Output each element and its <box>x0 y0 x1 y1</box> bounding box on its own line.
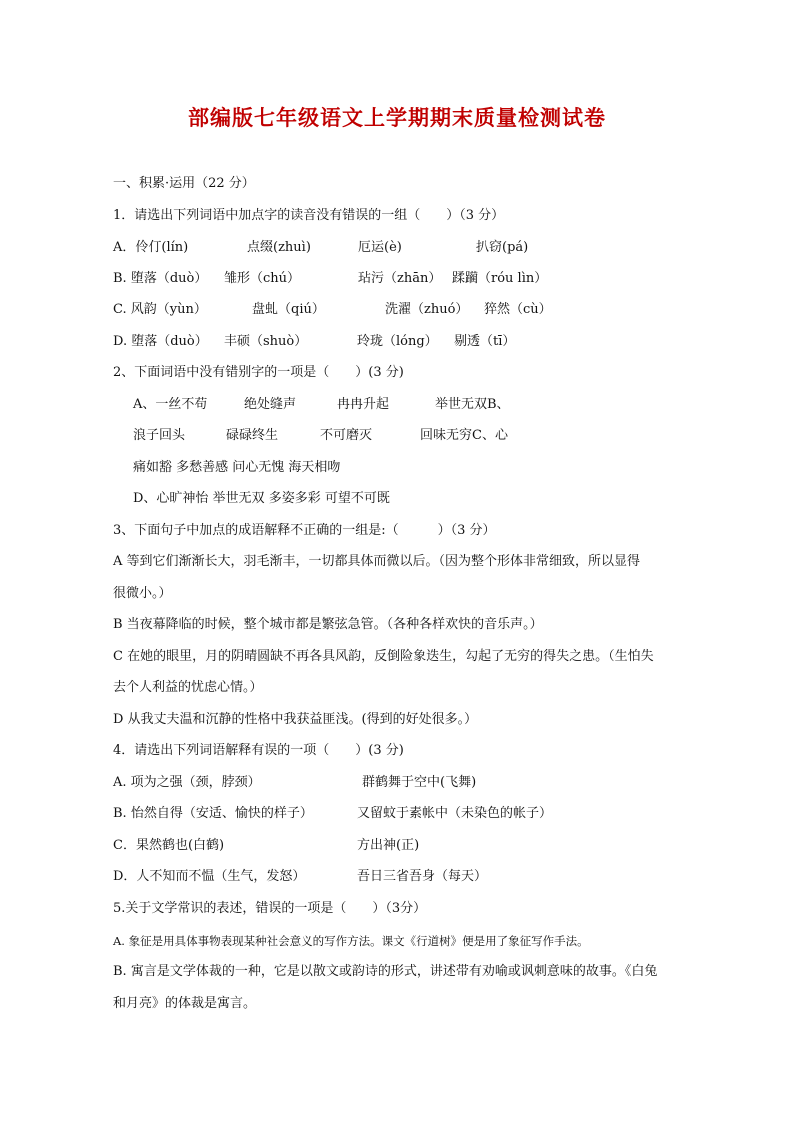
q5-option-b-line1: B. 寓言是文学体裁的一种，它是以散文或韵诗的形式，讲述带有劝喻或讽刺意味的故事。《白兔 <box>113 964 658 979</box>
q2-line1-word1: A、一丝不苟 <box>133 397 208 412</box>
q5-option-a: A. 象征是用具体事物表现某种社会意义的写作方法。课文《行道树》便是用了象征写作手法。 <box>113 934 589 948</box>
q1-option-d-word3: 玲珑（lóng） <box>357 334 438 349</box>
page-title: 部编版七年级语文上学期期末质量检测试卷 <box>188 105 606 130</box>
q3-option-a-line2: 很微小。） <box>113 586 172 601</box>
section-heading: 一、积累·运用（22 分） <box>113 176 255 191</box>
q1-option-c-word2: 盘虬（qiú） <box>252 302 325 317</box>
q4-option-a-right: 群鹤舞于空中(飞舞) <box>362 775 477 790</box>
q1-option-d-word2: 丰硕（shuò） <box>224 334 308 349</box>
q3-option-d: D 从我丈夫温和沉静的性格中我获益匪浅。(得到的好处很多。） <box>113 712 478 727</box>
q1-option-c-word4: 猝然（cù） <box>484 302 552 317</box>
q2-line2-word2: 碌碌终生 <box>226 428 279 443</box>
q1-option-d-word4: 剔透（tī） <box>454 334 516 349</box>
q4-option-d-right: 吾日三省吾身（每天） <box>357 869 488 884</box>
q4-option-b-right: 又留蚊于素帐中（未染色的帐子） <box>357 806 553 821</box>
q1-option-b: B. 堕落（duò） <box>113 271 208 286</box>
q3-option-c-line1: C 在她的眼里，月的阴晴圆缺不再各具风韵，反倒险象迭生，勾起了无穷的得失之患。（生怕失 <box>113 649 654 664</box>
q1-option-a: A．伶仃(lín) <box>113 240 189 255</box>
q1-option-a-word4: 扒窃(pá) <box>476 240 529 255</box>
q2-line2-word3: 不可磨灭 <box>320 428 373 443</box>
question-1-stem: 1．请选出下列词语中加点字的读音没有错误的一组（ ）（3 分） <box>113 208 505 223</box>
q4-option-c-left: C．果然鹤也(白鹤) <box>113 838 225 853</box>
q2-line1-word3: 冉冉升起 <box>337 397 390 412</box>
q3-option-a-line1: A 等到它们渐渐长大，羽毛渐丰，一切都具体而微以后。（因为整个形体非常细致，所以显得 <box>113 554 641 569</box>
q1-option-a-word3: 厄运(è) <box>358 240 402 255</box>
q4-option-a-left: A. 项为之强（颈，脖颈） <box>113 775 261 790</box>
question-2-stem: 2、下面词语中没有错别字的一项是（ ）(3 分) <box>113 365 404 380</box>
q2-line2-word4: 回味无穷C、心 <box>420 428 508 443</box>
q3-option-b: B 当夜幕降临的时候，整个城市都是繁弦急管。（各种各样欢快的音乐声。） <box>113 617 543 632</box>
q3-option-c-line2: 去个人利益的忧虑心情。） <box>113 680 263 695</box>
q1-option-b-word2: 雏形（chú） <box>224 271 301 286</box>
q1-option-a-word2: 点缀(zhuì) <box>247 240 311 255</box>
q2-line3: 痛如豁 多愁善感 问心无愧 海天相吻 <box>133 460 341 475</box>
q5-option-b-line2: 和月亮》的体裁是寓言。 <box>113 996 257 1011</box>
q2-line2-word1: 浪子回头 <box>133 428 186 443</box>
q1-option-c: C. 风韵（yùn） <box>113 302 207 317</box>
q2-line1-word2: 绝处缝声 <box>244 397 297 412</box>
q4-option-d-left: D．人不知而不愠（生气，发怒） <box>113 869 306 884</box>
q2-line1-word4: 举世无双B、 <box>435 397 510 412</box>
question-5-stem: 5.关于文学常识的表述，错误的一项是（ ）（3分） <box>113 901 427 916</box>
q4-option-c-right: 方出神(正) <box>357 838 420 853</box>
q4-option-b-left: B. 怡然自得（安适、愉快的样子） <box>113 806 313 821</box>
question-4-stem: 4．请选出下列词语解释有误的一项（ ）(3 分) <box>113 743 404 758</box>
q1-option-b-word3: 玷污（zhān） <box>358 271 442 286</box>
q1-option-d: D. 堕落（duò） <box>113 334 208 349</box>
q1-option-c-word3: 洗濯（zhuó） <box>385 302 469 317</box>
q1-option-b-word4: 蹂躏（róu lìn） <box>452 271 548 286</box>
q2-line4: D、心旷神怡 举世无双 多姿多彩 可望不可既 <box>133 491 390 506</box>
question-3-stem: 3、下面句子中加点的成语解释不正确的一组是:（ ）（3 分） <box>113 523 496 538</box>
